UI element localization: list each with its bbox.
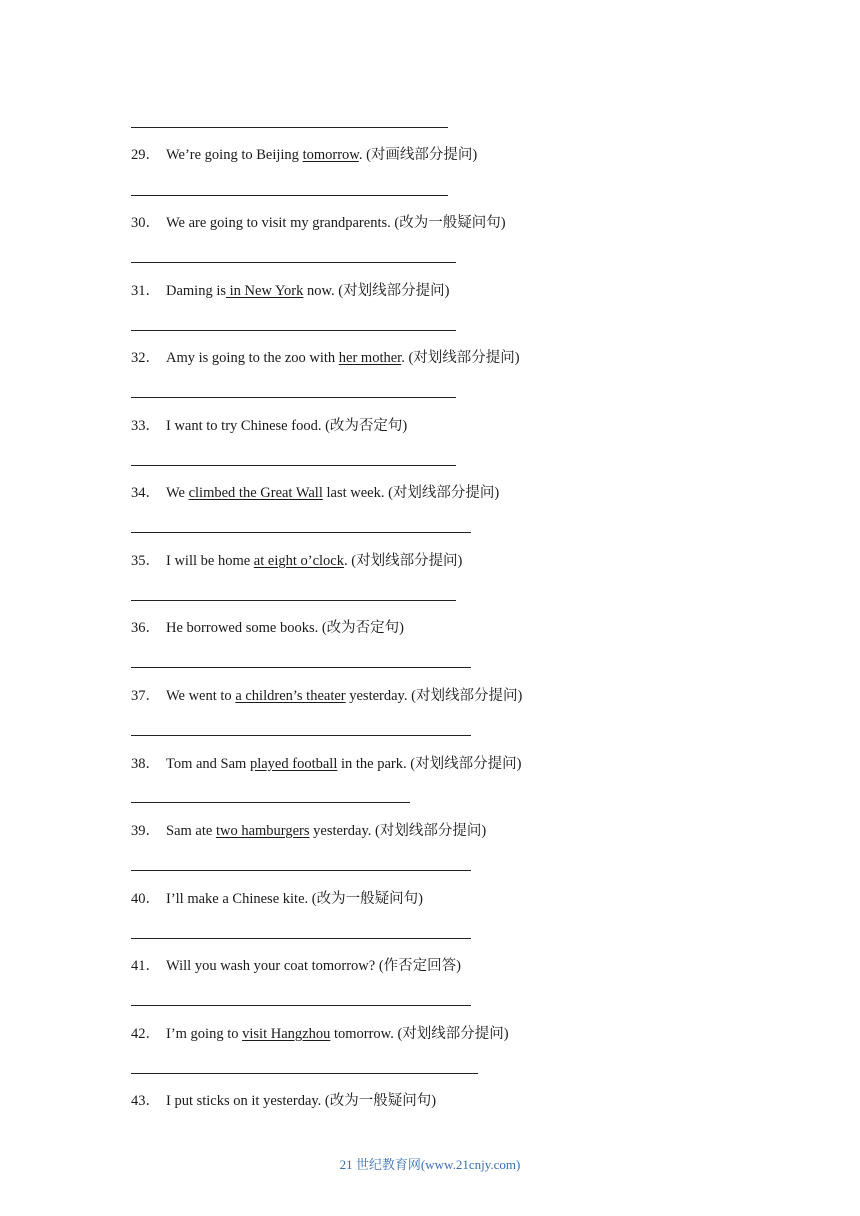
- answer-line: [131, 870, 471, 871]
- question-35: 35． I will be home at eight o’clock. (对划线部分提问): [131, 553, 463, 569]
- question-43: 43． I put sticks on it yesterday. (改为一般疑问句): [131, 1093, 437, 1109]
- question-42: 42． I’m going to visit Hangzhou tomorrow. (对划线部分提问): [131, 1026, 509, 1042]
- answer-line: [131, 127, 448, 128]
- question-33: 33． I want to try Chinese food. (改为否定句): [131, 418, 408, 434]
- answer-line: [131, 262, 456, 263]
- question-30: 30． We are going to visit my grandparents. (改为一般疑问句): [131, 215, 506, 231]
- answer-line: [131, 938, 471, 939]
- question-34: 34． We climbed the Great Wall last week. (对划线部分提问): [131, 485, 500, 501]
- answer-line: [131, 802, 410, 803]
- question-37: 37． We went to a children’s theater yesterday. (对划线部分提问): [131, 688, 523, 704]
- question-41: 41． Will you wash your coat tomorrow? (作否定回答): [131, 958, 461, 974]
- answer-line: [131, 735, 471, 736]
- answer-line: [131, 397, 456, 398]
- question-36: 36． He borrowed some books. (改为否定句): [131, 620, 405, 636]
- answer-line: [131, 1073, 478, 1074]
- question-40: 40． I’ll make a Chinese kite. (改为一般疑问句): [131, 891, 423, 907]
- answer-line: [131, 1005, 471, 1006]
- question-32: 32． Amy is going to the zoo with her mother. (对划线部分提问): [131, 350, 520, 366]
- answer-line: [131, 600, 456, 601]
- answer-line: [131, 532, 471, 533]
- answer-line: [131, 195, 448, 196]
- answer-line: [131, 330, 456, 331]
- question-38: 38． Tom and Sam played football in the park. (对划线部分提问): [131, 756, 522, 772]
- page-footer: 21 世纪教育网(www.21cnjy.com): [339, 1157, 521, 1172]
- question-39: 39． Sam ate two hamburgers yesterday. (对划线部分提问): [131, 823, 487, 839]
- question-29: 29． We’re going to Beijing tomorrow. (对画线部分提问): [131, 147, 478, 163]
- answer-line: [131, 667, 471, 668]
- answer-line: [131, 465, 456, 466]
- question-31: 31． Daming is in New York now. (对划线部分提问): [131, 283, 450, 299]
